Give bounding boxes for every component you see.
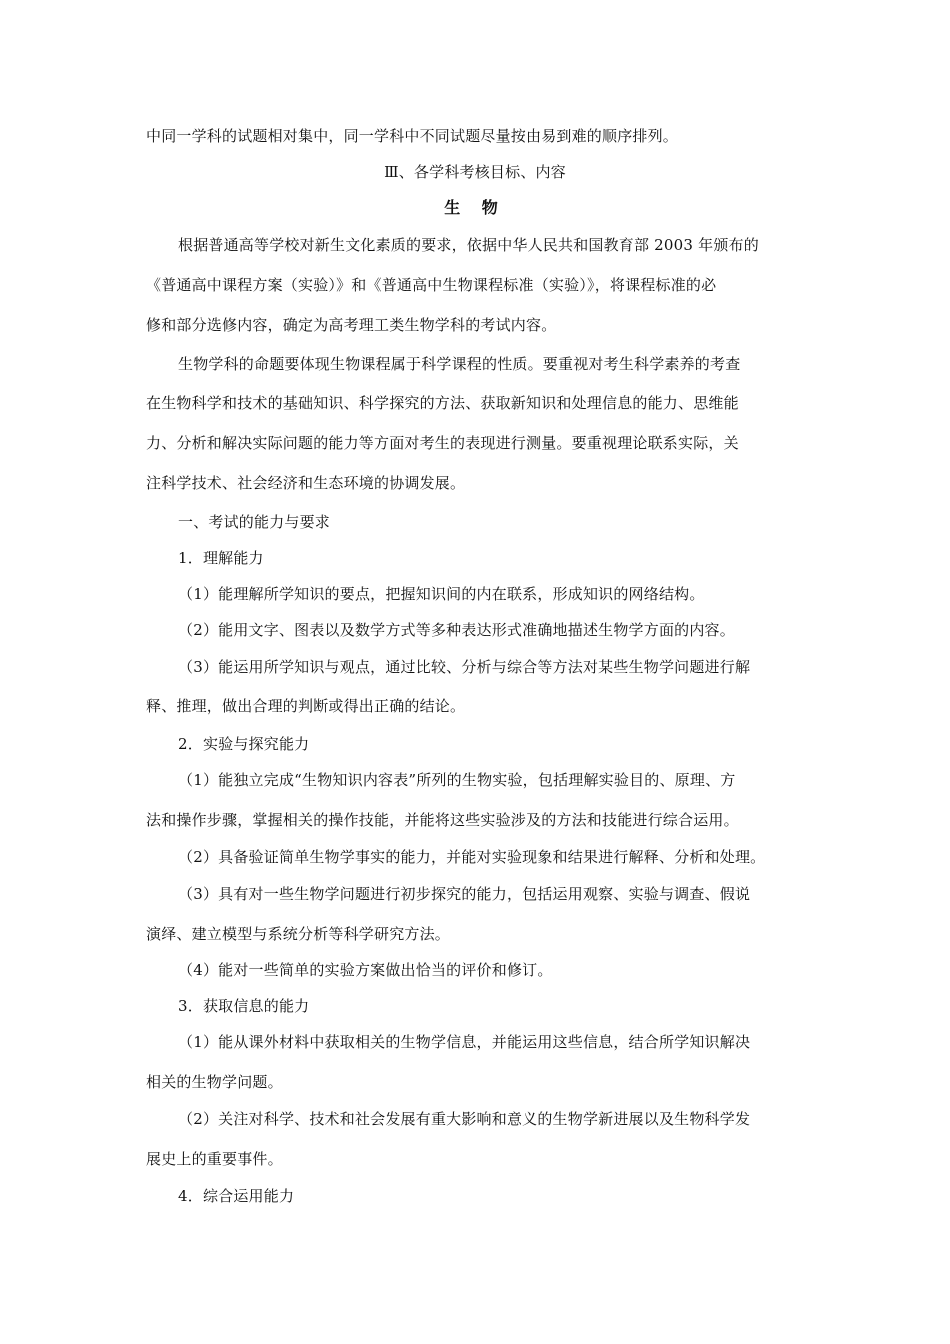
text-line: （1）能从课外材料中获取相关的生物学信息，并能运用这些信息，结合所学知识解决: [178, 1033, 751, 1051]
section-heading: Ⅲ、各学科考核目标、内容: [384, 163, 566, 181]
text-line: 生物学科的命题要体现生物课程属于科学课程的性质。要重视对考生科学素养的考查: [178, 355, 741, 373]
text-line: 根据普通高等学校对新生文化素质的要求，依据中华人民共和国教育部 2003 年颁布的: [178, 236, 759, 254]
text-line: 修和部分选修内容，确定为高考理工类生物学科的考试内容。: [146, 316, 557, 334]
text-line: 在生物科学和技术的基础知识、科学探究的方法、获取新知识和处理信息的能力、思维能: [146, 394, 739, 412]
text-line: （3）具有对一些生物学问题进行初步探究的能力，包括运用观察、实验与调查、假说: [178, 885, 751, 903]
text-line: （1）能独立完成“生物知识内容表”所列的生物实验，包括理解实验目的、原理、方: [178, 771, 736, 789]
subject-title: 生 物: [444, 198, 506, 217]
text-line: （1）能理解所学知识的要点，把握知识间的内在联系，形成知识的网络结构。: [178, 585, 705, 603]
text-line: 法和操作步骤，掌握相关的操作技能，并能将这些实验涉及的方法和技能进行综合运用。: [146, 811, 739, 829]
text-line: 相关的生物学问题。: [146, 1073, 283, 1091]
text-line: 演绎、建立模型与系统分析等科学研究方法。: [146, 925, 451, 943]
text-line: （2）具备验证简单生物学事实的能力，并能对实验现象和结果进行解释、分析和处理。: [178, 848, 766, 866]
text-line: 中同一学科的试题相对集中，同一学科中不同试题尽量按由易到难的顺序排列。: [146, 127, 679, 145]
heading-line: 4．综合运用能力: [178, 1187, 295, 1205]
text-line: 释、推理，做出合理的判断或得出正确的结论。: [146, 697, 466, 715]
text-line: （4）能对一些简单的实验方案做出恰当的评价和修订。: [178, 961, 553, 979]
heading-line: 2．实验与探究能力: [178, 735, 310, 753]
text-line: 《普通高中课程方案（实验）》和《普通高中生物课程标准（实验）》，将课程标准的必: [146, 276, 717, 294]
heading-line: 1．理解能力: [178, 549, 264, 567]
heading-line: 3．获取信息的能力: [178, 997, 310, 1015]
text-line: （2）关注对科学、技术和社会发展有重大影响和意义的生物学新进展以及生物科学发: [178, 1110, 751, 1128]
text-line: 力、分析和解决实际问题的能力等方面对考生的表现进行测量。要重视理论联系实际，关: [146, 434, 739, 452]
text-line: （2）能用文字、图表以及数学方式等多种表达形式准确地描述生物学方面的内容。: [178, 621, 735, 639]
text-line: 注科学技术、社会经济和生态环境的协调发展。: [146, 474, 466, 492]
heading-line: 一、考试的能力与要求: [178, 513, 331, 531]
text-line: （3）能运用所学知识与观点，通过比较、分析与综合等方法对某些生物学问题进行解: [178, 658, 751, 676]
text-line: 展史上的重要事件。: [146, 1150, 283, 1168]
